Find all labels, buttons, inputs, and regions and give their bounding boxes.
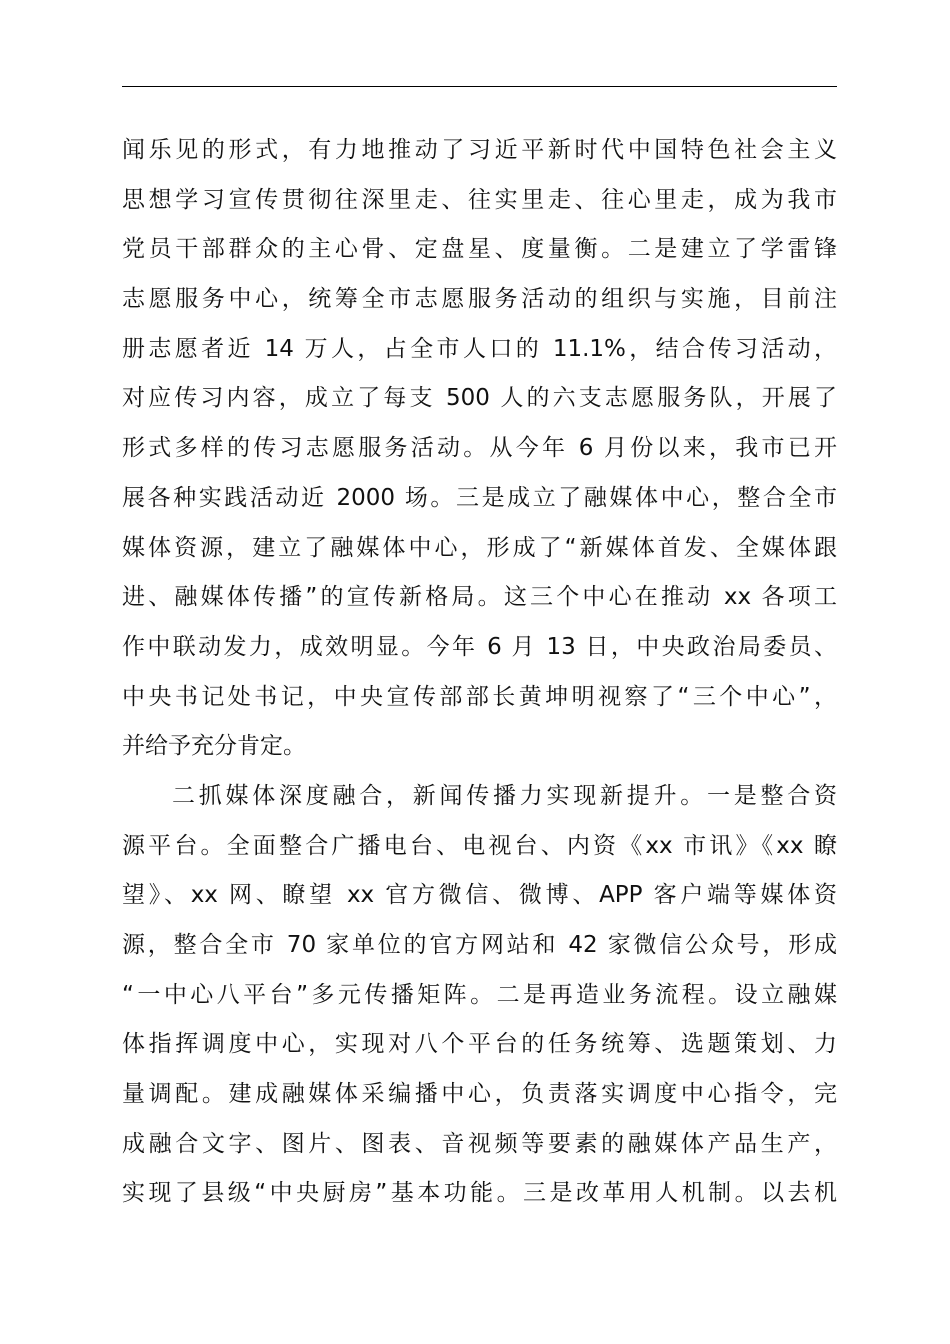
text-line: 成融合文字、图片、图表、音视频等要素的融媒体产品生产， <box>122 1130 837 1157</box>
text-line: 册志愿者近 14 万人，占全市人口的 11.1%，结合传习活动， <box>122 335 837 362</box>
text-line: 二抓媒体深度融合，新闻传播力实现新提升。一是整合资 <box>172 782 837 809</box>
paragraph-1 <box>122 126 837 772</box>
text-line: 党员干部群众的主心骨、定盘星、度量衡。二是建立了学雷锋 <box>122 236 837 263</box>
text-line: 作中联动发力，成效明显。今年 6 月 13 日，中央政治局委员、 <box>122 633 837 660</box>
text-line: “一中心八平台”多元传播矩阵。二是再造业务流程。设立融媒 <box>122 981 837 1008</box>
text-line: 对应传习内容，成立了每支 500 人的六支志愿服务队，开展了 <box>122 385 837 412</box>
text-line: 体指挥调度中心，实现对八个平台的任务统筹、选题策划、力 <box>122 1031 837 1058</box>
text-line: 展各种实践活动近 2000 场。三是成立了融媒体中心，整合全市 <box>122 484 837 511</box>
text-line: 形式多样的传习志愿服务活动。从今年 6 月份以来，我市已开 <box>122 435 837 462</box>
text-line: 实现了县级“中央厨房”基本功能。三是改革用人机制。以去机 <box>122 1180 837 1207</box>
text-line: 中央书记处书记，中央宣传部部长黄坤明视察了“三个中心”， <box>122 683 837 710</box>
paragraph-2 <box>122 772 837 1219</box>
text-line: 进、融媒体传播”的宣传新格局。这三个中心在推动 xx 各项工 <box>122 584 837 611</box>
document-body <box>122 126 837 1219</box>
text-line: 并给予充分肯定。 <box>122 733 306 760</box>
text-line: 闻乐见的形式，有力地推动了习近平新时代中国特色社会主义 <box>122 137 837 163</box>
text-line: 源，整合全市 70 家单位的官方网站和 42 家微信公众号，形成 <box>122 932 837 958</box>
text-line: 志愿服务中心，统筹全市志愿服务活动的组织与实施，目前注 <box>122 286 837 313</box>
text-line: 思想学习宣传贯彻往深里走、往实里走、往心里走，成为我市 <box>122 186 837 213</box>
text-line: 源平台。全面整合广播电台、电视台、内资《xx 市讯》《xx 瞭 <box>122 832 837 859</box>
text-line: 媒体资源，建立了融媒体中心，形成了“新媒体首发、全媒体跟 <box>122 534 837 561</box>
text-line: 望》、xx 网、瞭望 xx 官方微信、微博、APP 客户端等媒体资 <box>122 882 837 909</box>
text-line: 量调配。建成融媒体采编播中心，负责落实调度中心指令，完 <box>122 1081 837 1108</box>
header-rule <box>122 86 837 87</box>
